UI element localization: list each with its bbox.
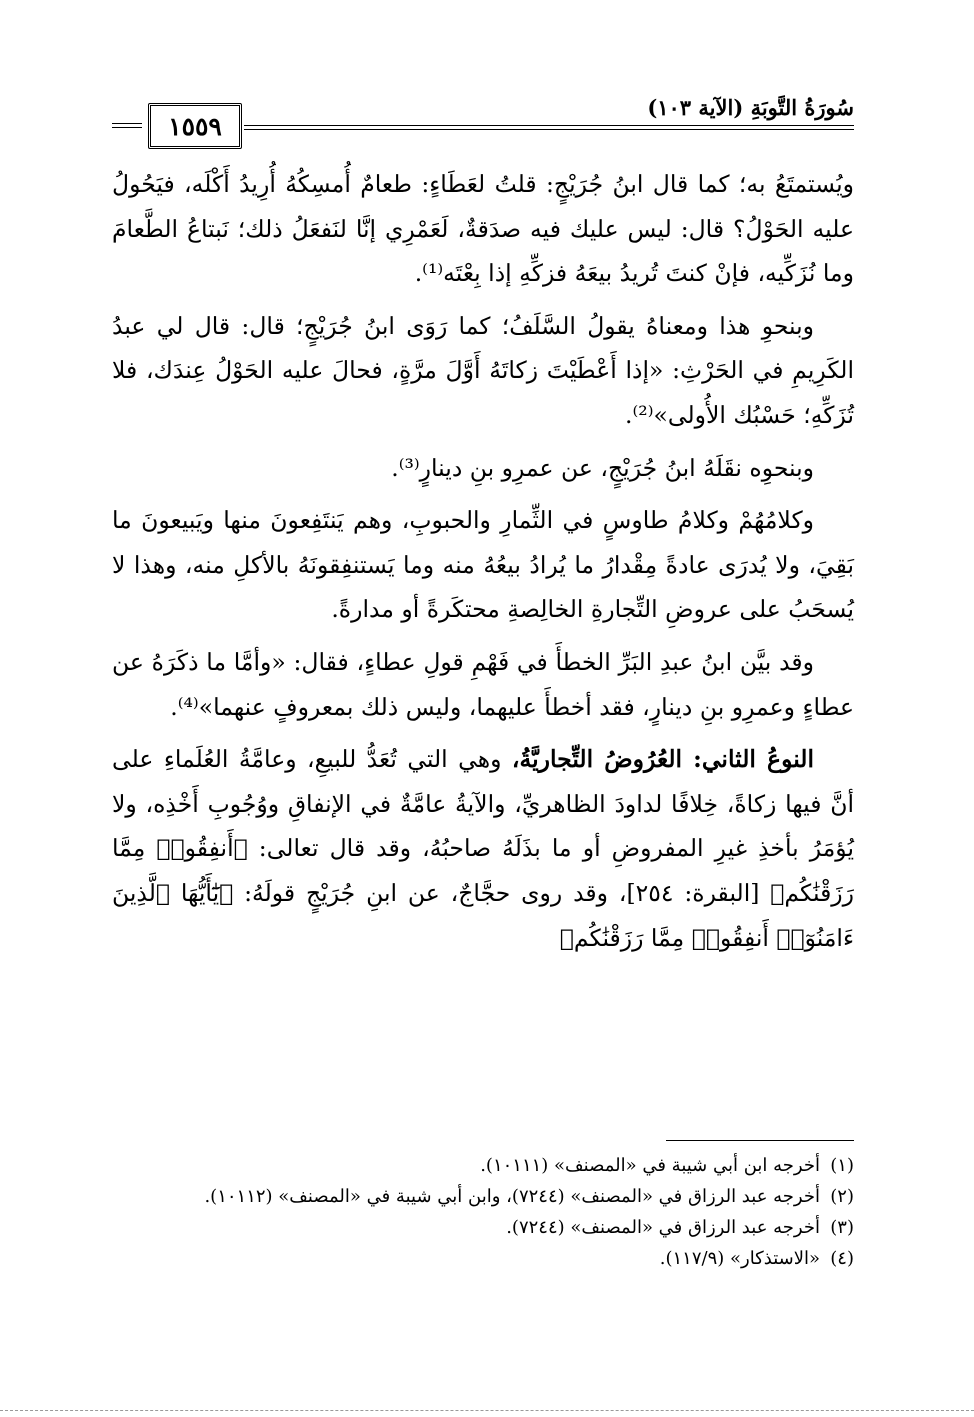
- page-header: [112, 95, 854, 155]
- footnote-number: (٤): [830, 1248, 854, 1269]
- paragraph-2: وبنحوِ هذا ومعناهُ يقولُ السَّلَفُ؛ كما رَوَى ابنُ جُرَيْجٍ؛ قال: قال لي عبدُ الكَرِيمِ في الحَرْثِ: «إذا أَعْطَيْتَ زكاتَهُ أَوَّلَ مرَّةٍ، فحالَ عليه الحَوْلُ عِندَك، فلا تُزَكِّهِ؛ حَسْبُك الأُولى»⁽²⁾.: [112, 311, 854, 429]
- footnote-separator: [666, 1140, 854, 1141]
- paragraph-6: [112, 737, 854, 960]
- footnote: [112, 1181, 854, 1212]
- paragraph-6-text: وهي التي تُعَدُّ للبيعِ، وعامَّةُ العُلَماءِ على أنَّ فيها زكاةً، خِلافًا لداودَ الظاهريِّ، والآيةُ عامَّةٌ في الإنفاقِ ووُجُوبِ أَخْذِه، ولا يُؤمَرُ بأخذِ غيرِ المفروضِ أو ما بذَلَهُ صاحبُهُ، وقد قال تعالى: ﴿أَنفِقُوا۟ مِمَّا رَزَقْنَٰكُم﴾ [البقرة: ٢٥٤]، وقد روى حجَّاجٌ، عن ابنِ جُرَيْجٍ قولَهُ: ﴿يَٰٓأَيُّهَا ٱلَّذِينَ ءَامَنُوٓا۟ أَنفِقُوا۟ مِمَّا رَزَقْنَٰكُم﴾: [112, 745, 854, 952]
- paragraph-5: وقد بيَّن ابنُ عبدِ البَرِّ الخطأَ في فَهْمِ قولِ عطاءٍ، فقال: «وأمَّا ما ذكَرَهُ عن عطاءٍ وعمرِو بنِ دينارٍ، فقد أخطأَ عليهما، وليس ذلك بمعروفٍ عنهما»⁽⁴⁾.: [112, 647, 854, 721]
- footnote-text: «الاستذكار» (١١٧/٩).: [659, 1248, 820, 1269]
- footnote: [112, 1212, 854, 1243]
- page-number: ١٥٥٩: [148, 103, 242, 149]
- footnote-number: (٣): [830, 1217, 854, 1238]
- footnotes: [112, 1150, 854, 1274]
- header-rule-short: [112, 123, 142, 128]
- footnote-number: (١): [830, 1155, 854, 1176]
- footnote-text: أخرجه عبد الرزاق في «المصنف» (٧٢٤٤)، وابن أبي شيبة في «المصنف» (١٠١١٢).: [204, 1186, 820, 1207]
- section-heading: النوعُ الثاني: العُرُوضُ التِّجاريَّةُ،: [511, 745, 814, 774]
- header-rule: [244, 125, 854, 130]
- footnote-text: أخرجه ابن أبي شيبة في «المصنف» (١٠١١١).: [480, 1155, 820, 1176]
- paragraph-3: وبنحوِه نقَلَهُ ابنُ جُرَيْجٍ، عن عمرِو بنِ دينارٍ⁽³⁾.: [391, 453, 814, 482]
- paragraph-4: وكلامُهُمْ وكلامُ طاوسٍ في الثِّمارِ والحبوبِ، وهم يَنتَفِعونَ منها ويَبيعونَ ما بَقِيَ، ولا يُدرَى عادةً مِقْدارُ ما يُرادُ بيعُهُ منه وما يَستنفِقونَهُ بالأكلِ منه، وهذا لا يُسحَبُ على عروضِ التِّجارةِ الخالِصةِ محتكَرةً أو مدارةً.: [112, 506, 854, 624]
- footnote: [112, 1243, 854, 1274]
- page-bottom-edge: [0, 1410, 974, 1411]
- footnote-number: (٢): [830, 1186, 854, 1207]
- sura-title: سُورَةُ التَّوبَةِ (الآية ١٠٣): [647, 95, 854, 120]
- main-text: [112, 162, 854, 968]
- footnote-text: أخرجه عبد الرزاق في «المصنف» (٧٢٤٤).: [506, 1217, 820, 1238]
- paragraph-1: ويُستمتَعُ به؛ كما قال ابنُ جُرَيْجٍ: قلتُ لعَطَاءٍ: طعامٌ أُمسِكُهُ أُرِيدُ أَكْلَه، فيَحُولُ عليه الحَوْلُ؟ قال: ليس عليك فيه صدَقةٌ، لَعَمْرِي إنَّا لنَفعَلُ ذلك؛ نَبتاعُ الطَّعامَ وما نُزَكِّيه، فإنْ كنتَ تُريدُ بيعَهُ فزكِّهِ إذا بِعْتَه⁽¹⁾.: [112, 170, 854, 288]
- footnote: [112, 1150, 854, 1181]
